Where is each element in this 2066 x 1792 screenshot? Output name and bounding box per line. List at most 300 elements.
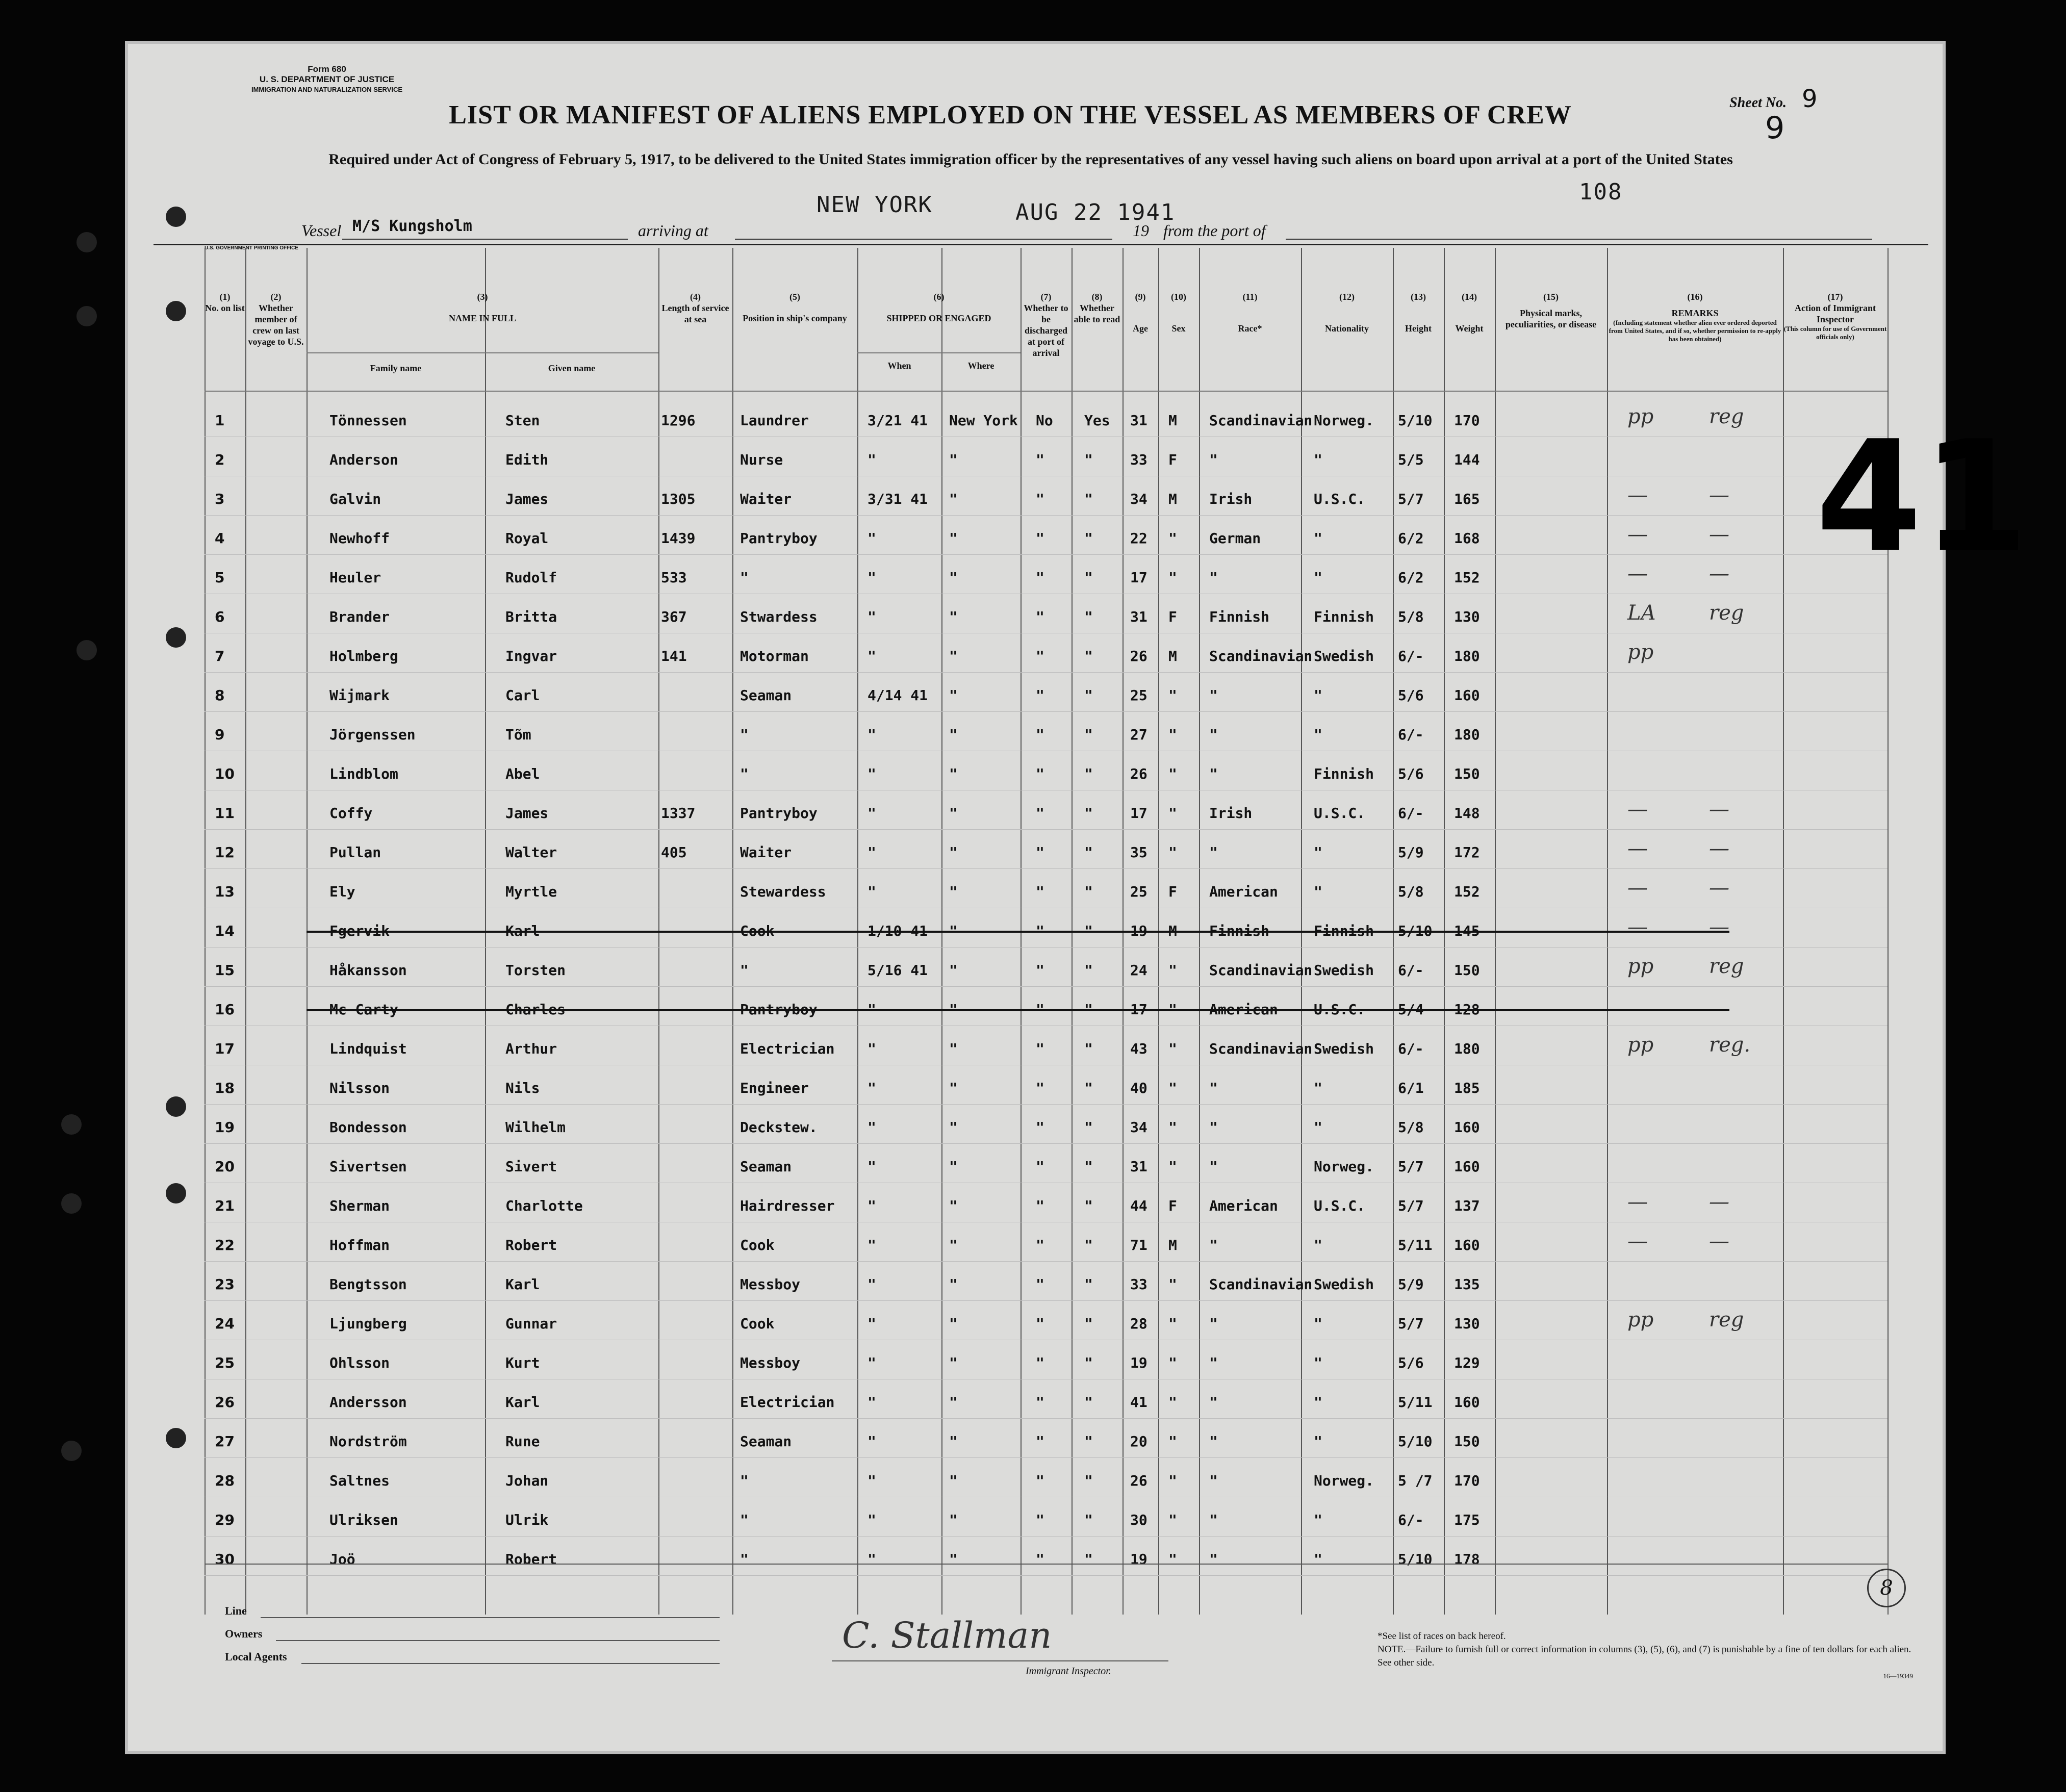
cell-nationality: Finnish xyxy=(1314,765,1374,782)
cell-family-name: Ohlsson xyxy=(329,1354,390,1371)
cell-engaged-where: " xyxy=(949,844,958,861)
cell-position: Waiter xyxy=(740,491,792,507)
cell-race: " xyxy=(1209,1394,1218,1411)
cell-nationality: Swedish xyxy=(1314,648,1374,664)
cell-race: " xyxy=(1209,569,1218,586)
cell-sex: " xyxy=(1168,1551,1177,1568)
table-row xyxy=(128,1225,1946,1265)
cell-engaged-where: " xyxy=(949,1197,958,1214)
cell-remark-2: — xyxy=(1709,483,1729,507)
cell-engaged-where: " xyxy=(949,1158,958,1175)
cell-age: 34 xyxy=(1130,491,1147,507)
cell-remark-2: reg xyxy=(1709,601,1744,625)
cell-family-name: Tönnessen xyxy=(329,412,407,429)
cell-age: 17 xyxy=(1130,1001,1147,1018)
col9-header: (9) Age xyxy=(1133,292,1148,334)
cell-engaged-when: " xyxy=(868,1001,876,1018)
inspector-signature: C. Stallman xyxy=(842,1615,1052,1656)
table-row xyxy=(128,990,1946,1029)
cell-remark-1: — xyxy=(1627,876,1648,900)
cell-able-to-read: " xyxy=(1084,491,1093,507)
cell-row-number: 26 xyxy=(215,1394,235,1411)
line-label: Line xyxy=(225,1604,247,1617)
cell-height: 5/6 xyxy=(1398,765,1424,782)
cell-engaged-when: " xyxy=(868,1276,876,1293)
cell-discharge: " xyxy=(1036,491,1044,507)
circled-mark: 8 xyxy=(1867,1569,1906,1607)
col4-header: (4) Length of service at sea xyxy=(661,292,729,324)
cell-sex: " xyxy=(1168,1276,1177,1293)
cell-nationality: Norweg. xyxy=(1314,412,1374,429)
cell-sex: F xyxy=(1168,883,1177,900)
cell-family-name: Jörgenssen xyxy=(329,726,416,743)
col3-header: (3) NAME IN FULL xyxy=(448,292,516,323)
row-rule xyxy=(205,711,1888,712)
cell-discharge: " xyxy=(1036,451,1044,468)
cell-engaged-when: " xyxy=(868,726,876,743)
cell-age: 35 xyxy=(1130,844,1147,861)
cell-race: American xyxy=(1209,1197,1278,1214)
cell-row-number: 10 xyxy=(215,765,235,782)
cell-discharge: No xyxy=(1036,412,1053,429)
cell-able-to-read: " xyxy=(1084,1433,1093,1450)
cell-height: 6/1 xyxy=(1398,1080,1424,1096)
cell-engaged-where: " xyxy=(949,1080,958,1096)
col10-header: (10) Sex xyxy=(1171,292,1186,334)
cell-position: Electrician xyxy=(740,1394,835,1411)
table-row xyxy=(128,1383,1946,1422)
cell-engaged-where: " xyxy=(949,883,958,900)
cell-height: 5/7 xyxy=(1398,491,1424,507)
cell-age: 31 xyxy=(1130,1158,1147,1175)
cell-position: Laundrer xyxy=(740,412,809,429)
cell-age: 27 xyxy=(1130,726,1147,743)
cell-able-to-read: " xyxy=(1084,1276,1093,1293)
cell-engaged-where: New York xyxy=(949,412,1018,429)
cell-position: Pantryboy xyxy=(740,1001,818,1018)
cell-nationality: Norweg. xyxy=(1314,1158,1374,1175)
table-row xyxy=(128,1265,1946,1304)
cell-sex: " xyxy=(1168,1354,1177,1371)
cell-height: 6/- xyxy=(1398,1512,1424,1528)
cell-weight: 160 xyxy=(1454,1158,1480,1175)
cell-engaged-where: " xyxy=(949,1551,958,1568)
cell-row-number: 25 xyxy=(215,1354,235,1371)
cell-engaged-when: " xyxy=(868,1197,876,1214)
cell-sex: F xyxy=(1168,451,1177,468)
cell-remark-2: reg xyxy=(1709,405,1744,428)
cell-discharge: " xyxy=(1036,1433,1044,1450)
cell-weight: 148 xyxy=(1454,805,1480,822)
binder-hole xyxy=(166,207,186,227)
cell-sex: F xyxy=(1168,1197,1177,1214)
cell-weight: 160 xyxy=(1454,1394,1480,1411)
cell-weight: 160 xyxy=(1454,1119,1480,1136)
cell-age: 26 xyxy=(1130,648,1147,664)
cell-service-length: 1337 xyxy=(661,805,696,822)
cell-height: 5/8 xyxy=(1398,608,1424,625)
cell-engaged-where: " xyxy=(949,451,958,468)
cell-family-name: Lindquist xyxy=(329,1040,407,1057)
cell-weight: 170 xyxy=(1454,412,1480,429)
cell-given-name: Ulrik xyxy=(505,1512,549,1528)
col13-header: (13) Height xyxy=(1405,292,1432,334)
cell-able-to-read: " xyxy=(1084,765,1093,782)
cell-nationality: " xyxy=(1314,1354,1322,1371)
cell-engaged-when: " xyxy=(868,1080,876,1096)
binder-hole xyxy=(166,1096,186,1117)
table-row xyxy=(128,715,1946,754)
cell-given-name: Charles xyxy=(505,1001,566,1018)
cell-engaged-when: " xyxy=(868,844,876,861)
cell-discharge: " xyxy=(1036,765,1044,782)
cell-position: Deckstew. xyxy=(740,1119,818,1136)
cell-engaged-where: " xyxy=(949,1394,958,1411)
cell-position: Cook xyxy=(740,1237,775,1253)
row-rule xyxy=(205,1457,1888,1458)
cell-position: Seaman xyxy=(740,687,792,704)
cell-position: Waiter xyxy=(740,844,792,861)
cell-row-number: 22 xyxy=(215,1237,235,1253)
cell-nationality: " xyxy=(1314,530,1322,547)
cell-nationality: " xyxy=(1314,726,1322,743)
cell-age: 31 xyxy=(1130,412,1147,429)
cell-height: 5/4 xyxy=(1398,1001,1424,1018)
binder-hole xyxy=(76,232,97,252)
cell-able-to-read: " xyxy=(1084,687,1093,704)
cell-able-to-read: " xyxy=(1084,530,1093,547)
cell-discharge: " xyxy=(1036,1040,1044,1057)
cell-age: 19 xyxy=(1130,1551,1147,1568)
col17-header: (17) Action of Immigrant Inspector (This column for use of Government officials only) xyxy=(1783,292,1887,341)
cell-engaged-where: " xyxy=(949,1433,958,1450)
cell-age: 25 xyxy=(1130,687,1147,704)
cell-able-to-read: " xyxy=(1084,883,1093,900)
cell-nationality: " xyxy=(1314,569,1322,586)
cell-age: 25 xyxy=(1130,883,1147,900)
cell-discharge: " xyxy=(1036,687,1044,704)
cell-discharge: " xyxy=(1036,805,1044,822)
cell-family-name: Hoffman xyxy=(329,1237,390,1253)
cell-position: Hairdresser xyxy=(740,1197,835,1214)
cell-sex: M xyxy=(1168,412,1177,429)
cell-family-name: Mc Carty xyxy=(329,1001,398,1018)
cell-age: 17 xyxy=(1130,569,1147,586)
cell-weight: 180 xyxy=(1454,648,1480,664)
arrival-date-stamp: AUG 22 1941 xyxy=(1015,199,1176,225)
cell-engaged-where: " xyxy=(949,1354,958,1371)
cell-age: 33 xyxy=(1130,451,1147,468)
cell-remark-1: pp xyxy=(1627,1033,1654,1057)
cell-position: " xyxy=(740,1551,749,1568)
cell-able-to-read: " xyxy=(1084,1119,1093,1136)
cell-position: " xyxy=(740,726,749,743)
cell-engaged-when: " xyxy=(868,883,876,900)
cell-position: Cook xyxy=(740,1315,775,1332)
cell-height: 5/7 xyxy=(1398,1197,1424,1214)
cell-race: Scandinavian xyxy=(1209,962,1313,979)
cell-sex: " xyxy=(1168,1472,1177,1489)
local-agents-label: Local Agents xyxy=(225,1650,287,1663)
cell-row-number: 16 xyxy=(215,1001,235,1018)
owners-label: Owners xyxy=(225,1627,263,1640)
cell-height: 5/11 xyxy=(1398,1237,1433,1253)
cell-weight: 150 xyxy=(1454,765,1480,782)
table-row xyxy=(128,1500,1946,1540)
table-row xyxy=(128,1304,1946,1343)
cell-sex: " xyxy=(1168,569,1177,586)
cell-engaged-where: " xyxy=(949,1237,958,1253)
cell-engaged-where: " xyxy=(949,1040,958,1057)
cell-engaged-when: " xyxy=(868,1158,876,1175)
cell-sex: " xyxy=(1168,1080,1177,1096)
cell-age: 22 xyxy=(1130,530,1147,547)
line-rule xyxy=(261,1617,720,1618)
cell-able-to-read: " xyxy=(1084,451,1093,468)
vessel-label: Vessel xyxy=(301,221,342,240)
cell-weight: 168 xyxy=(1454,530,1480,547)
cell-given-name: Sivert xyxy=(505,1158,557,1175)
cell-sex: " xyxy=(1168,1315,1177,1332)
cell-position: Messboy xyxy=(740,1276,801,1293)
cell-family-name: Håkansson xyxy=(329,962,407,979)
cell-position: " xyxy=(740,962,749,979)
cell-discharge: " xyxy=(1036,1080,1044,1096)
cell-discharge: " xyxy=(1036,1512,1044,1528)
cell-remark-1: — xyxy=(1627,562,1648,585)
cell-nationality: Swedish xyxy=(1314,1040,1374,1057)
cell-weight: 144 xyxy=(1454,451,1480,468)
cell-engaged-where: " xyxy=(949,648,958,664)
cell-remark-1: LA xyxy=(1627,601,1656,625)
cell-row-number: 18 xyxy=(215,1080,235,1096)
cell-engaged-when: " xyxy=(868,1237,876,1253)
cell-height: 5/10 xyxy=(1398,412,1433,429)
table-row xyxy=(128,872,1946,911)
table-row xyxy=(128,911,1946,951)
cell-age: 34 xyxy=(1130,1119,1147,1136)
cell-nationality: U.S.C. xyxy=(1314,1001,1366,1018)
cell-remark-2: reg. xyxy=(1709,1033,1751,1057)
cell-discharge: " xyxy=(1036,1001,1044,1018)
cell-remark-1: — xyxy=(1627,1230,1648,1253)
form-number: Form 680 xyxy=(308,64,346,74)
cell-given-name: James xyxy=(505,805,549,822)
cell-able-to-read: " xyxy=(1084,1237,1093,1253)
local-agents-rule xyxy=(301,1663,720,1664)
printer-imprint: U.S. GOVERNMENT PRINTING OFFICE xyxy=(205,245,298,251)
col5-header: (5) Position in ship's company xyxy=(743,292,847,323)
cell-nationality: U.S.C. xyxy=(1314,805,1366,822)
family-name-header: Family name xyxy=(370,363,422,373)
cell-age: 30 xyxy=(1130,1512,1147,1528)
cell-remark-2: — xyxy=(1709,1230,1729,1253)
binder-hole xyxy=(166,301,186,321)
table-row xyxy=(128,1147,1946,1186)
given-name-header: Given name xyxy=(548,363,596,373)
cell-remark-1: — xyxy=(1627,483,1648,507)
cell-row-number: 5 xyxy=(215,569,225,586)
cell-weight: 178 xyxy=(1454,1551,1480,1568)
cell-engaged-when: 4/14 41 xyxy=(868,687,928,704)
cell-row-number: 20 xyxy=(215,1158,235,1175)
cell-discharge: " xyxy=(1036,1119,1044,1136)
table-row xyxy=(128,951,1946,990)
cell-nationality: U.S.C. xyxy=(1314,1197,1366,1214)
cell-given-name: Johan xyxy=(505,1472,549,1489)
cell-family-name: Lindblom xyxy=(329,765,398,782)
cell-sex: " xyxy=(1168,765,1177,782)
cell-remark-1: — xyxy=(1627,837,1648,860)
cell-race: American xyxy=(1209,883,1278,900)
cell-race: " xyxy=(1209,451,1218,468)
cell-weight: 160 xyxy=(1454,1237,1480,1253)
cell-nationality: " xyxy=(1314,844,1322,861)
cell-race: Irish xyxy=(1209,491,1253,507)
table-row xyxy=(128,597,1946,636)
binder-hole xyxy=(76,306,97,326)
year-label: 19 xyxy=(1133,221,1149,240)
cell-able-to-read: Yes xyxy=(1084,412,1110,429)
row-rule xyxy=(205,868,1888,869)
cell-age: 71 xyxy=(1130,1237,1147,1253)
cell-age: 31 xyxy=(1130,608,1147,625)
cell-nationality: " xyxy=(1314,1512,1322,1528)
cell-race: " xyxy=(1209,1237,1218,1253)
cell-able-to-read: " xyxy=(1084,1394,1093,1411)
cell-height: 5/10 xyxy=(1398,1433,1433,1450)
cell-discharge: " xyxy=(1036,1551,1044,1568)
cell-position: Pantryboy xyxy=(740,805,818,822)
table-row xyxy=(128,479,1946,519)
row-rule xyxy=(205,1261,1888,1262)
cell-sex: " xyxy=(1168,1512,1177,1528)
crew-table xyxy=(128,248,1946,1625)
table-row xyxy=(128,793,1946,833)
cell-nationality: " xyxy=(1314,1551,1322,1568)
cell-able-to-read: " xyxy=(1084,648,1093,664)
cell-family-name: Coffy xyxy=(329,805,373,822)
cell-weight: 150 xyxy=(1454,1433,1480,1450)
cell-nationality: " xyxy=(1314,1119,1322,1136)
cell-given-name: Robert xyxy=(505,1551,557,1568)
cell-able-to-read: " xyxy=(1084,1158,1093,1175)
cell-remark-2: — xyxy=(1709,915,1729,939)
cell-remark-1: pp xyxy=(1627,405,1654,428)
cell-height: 5/10 xyxy=(1398,1551,1433,1568)
row-rule xyxy=(205,1143,1888,1144)
cell-engaged-where: " xyxy=(949,569,958,586)
cell-position: Cook xyxy=(740,923,775,939)
inspector-label: Immigrant Inspector. xyxy=(1026,1666,1111,1677)
cell-weight: 175 xyxy=(1454,1512,1480,1528)
cell-family-name: Anderson xyxy=(329,451,398,468)
cell-able-to-read: " xyxy=(1084,1040,1093,1057)
cell-row-number: 3 xyxy=(215,491,225,507)
cell-age: 28 xyxy=(1130,1315,1147,1332)
cell-sex: " xyxy=(1168,687,1177,704)
cell-position: Stewardess xyxy=(740,883,826,900)
cell-discharge: " xyxy=(1036,608,1044,625)
cell-engaged-when: " xyxy=(868,1119,876,1136)
cell-engaged-when: " xyxy=(868,765,876,782)
cell-family-name: Newhoff xyxy=(329,530,390,547)
binder-hole xyxy=(76,640,97,660)
cell-remark-1: — xyxy=(1627,523,1648,546)
vessel-name: M/S Kungsholm xyxy=(342,217,628,240)
cell-able-to-read: " xyxy=(1084,962,1093,979)
cell-sex: " xyxy=(1168,530,1177,547)
cell-given-name: Britta xyxy=(505,608,557,625)
cell-height: 6/2 xyxy=(1398,569,1424,586)
cell-remark-2: — xyxy=(1709,876,1729,900)
cell-given-name: Karl xyxy=(505,1276,540,1293)
cell-engaged-when: " xyxy=(868,530,876,547)
row-rule xyxy=(205,947,1888,948)
cell-family-name: Wijmark xyxy=(329,687,390,704)
cell-nationality: " xyxy=(1314,883,1322,900)
page-title: LIST OR MANIFEST OF ALIENS EMPLOYED ON THE VESSEL AS MEMBERS OF CREW xyxy=(449,100,1572,130)
cell-given-name: Gunnar xyxy=(505,1315,557,1332)
cell-sex: " xyxy=(1168,844,1177,861)
cell-engaged-when: " xyxy=(868,1551,876,1568)
cell-discharge: " xyxy=(1036,530,1044,547)
cell-race: Scandinavian xyxy=(1209,1040,1313,1057)
table-row xyxy=(128,1461,1946,1500)
cell-race: " xyxy=(1209,1119,1218,1136)
cell-height: 5/8 xyxy=(1398,883,1424,900)
cell-nationality: " xyxy=(1314,687,1322,704)
binder-hole xyxy=(61,1441,82,1461)
cell-age: 19 xyxy=(1130,923,1147,939)
cell-discharge: " xyxy=(1036,923,1044,939)
cell-nationality: " xyxy=(1314,451,1322,468)
cell-service-length: 367 xyxy=(661,608,687,625)
cell-able-to-read: " xyxy=(1084,1197,1093,1214)
cell-weight: 152 xyxy=(1454,883,1480,900)
cell-weight: 130 xyxy=(1454,1315,1480,1332)
cell-family-name: Ulriksen xyxy=(329,1512,398,1528)
cell-height: 5/9 xyxy=(1398,844,1424,861)
cell-family-name: Fgervik xyxy=(329,923,390,939)
cell-weight: 128 xyxy=(1454,1001,1480,1018)
cell-nationality: Finnish xyxy=(1314,608,1374,625)
cell-remark-2: — xyxy=(1709,1190,1729,1214)
cell-family-name: Joö xyxy=(329,1551,355,1568)
cell-race: " xyxy=(1209,1472,1218,1489)
row-rule xyxy=(205,1575,1888,1576)
cell-given-name: Myrtle xyxy=(505,883,557,900)
cell-given-name: Sten xyxy=(505,412,540,429)
cell-given-name: Abel xyxy=(505,765,540,782)
cell-given-name: Tõm xyxy=(505,726,531,743)
cell-family-name: Nilsson xyxy=(329,1080,390,1096)
cell-engaged-when: " xyxy=(868,1433,876,1450)
cell-position: Nurse xyxy=(740,451,783,468)
cell-weight: 135 xyxy=(1454,1276,1480,1293)
cell-age: 24 xyxy=(1130,962,1147,979)
cell-family-name: Bondesson xyxy=(329,1119,407,1136)
cell-remark-2: — xyxy=(1709,562,1729,585)
cell-race: " xyxy=(1209,844,1218,861)
cell-service-length: 1305 xyxy=(661,491,696,507)
cell-family-name: Heuler xyxy=(329,569,381,586)
cell-engaged-when: " xyxy=(868,1512,876,1528)
signature-rule xyxy=(832,1660,1168,1661)
cell-row-number: 6 xyxy=(215,608,225,625)
cell-weight: 165 xyxy=(1454,491,1480,507)
cell-race: " xyxy=(1209,765,1218,782)
